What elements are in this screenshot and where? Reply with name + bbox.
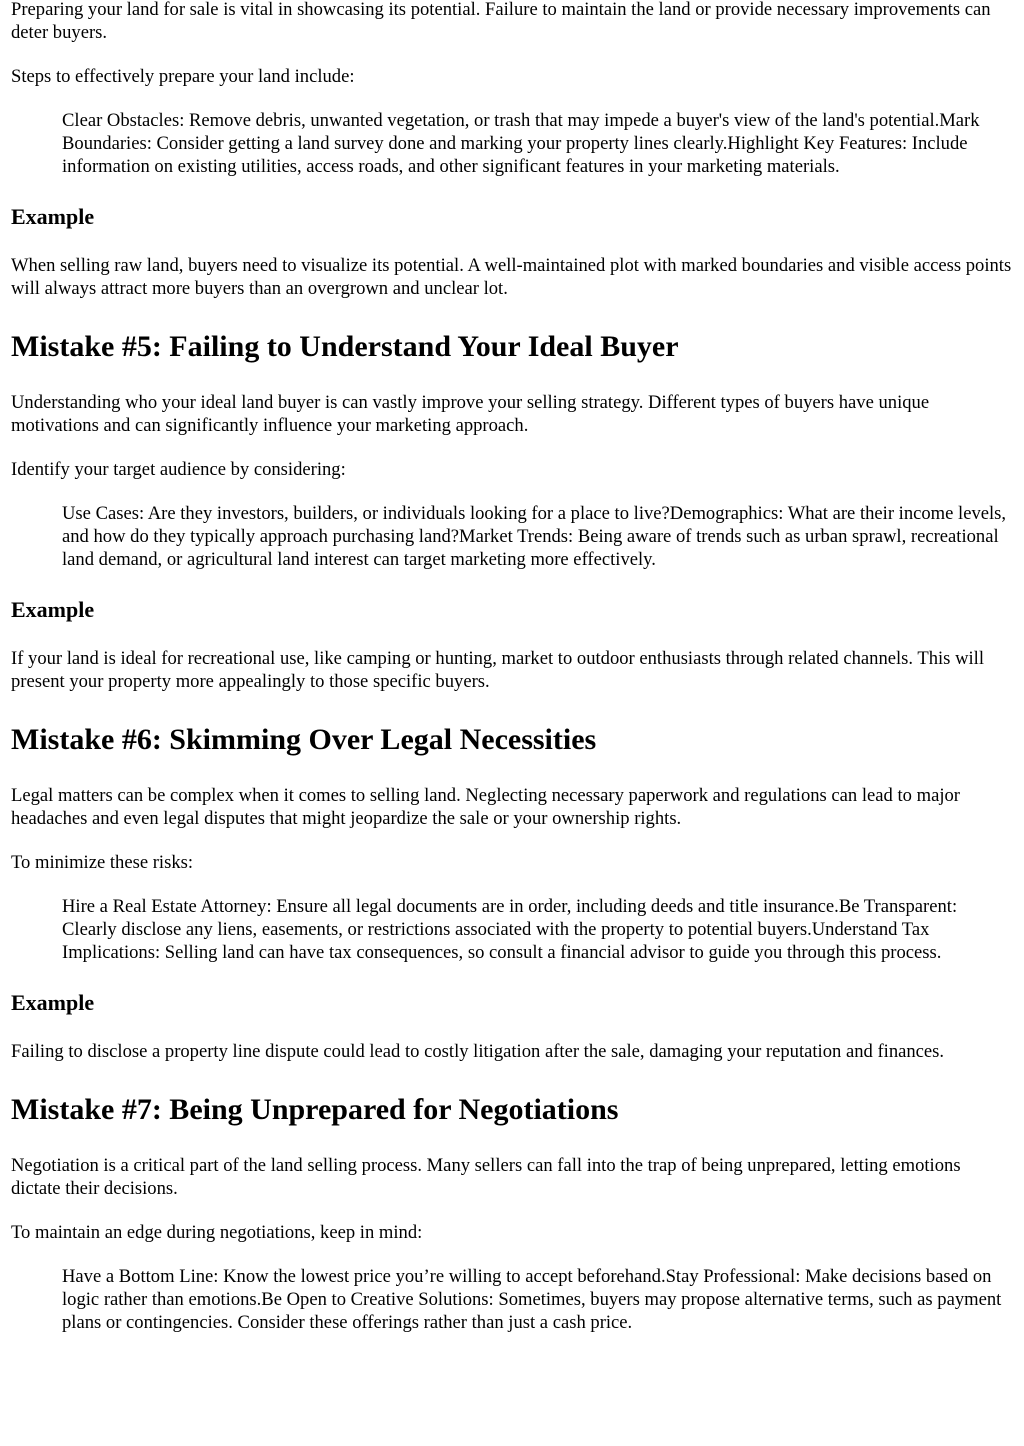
steps-lead: Steps to effectively prepare your land include:	[11, 66, 355, 87]
mistake-6-example-text: Failing to disclose a property line dispute could lead to costly litigation after the sale, damaging your reputation and finances.	[11, 1041, 945, 1062]
intro-paragraph: Preparing your land for sale is vital in showcasing its potential. Failure to maintain the land or provide necessary improvements can deter buyers.	[11, 0, 991, 43]
mistake-5-lead: Identify your target audience by considering:	[11, 459, 346, 480]
mistake-7-heading: Mistake #7: Being Unprepared for Negotiations	[11, 1093, 619, 1126]
mistake-6-heading: Mistake #6: Skimming Over Legal Necessities	[11, 723, 597, 756]
mistake-5-paragraph: Understanding who your ideal land buyer is can vastly improve your selling strategy. Different types of buyers have unique motivations and can significantly influence your marketing approach.	[11, 392, 930, 436]
mistake-5-example-text: If your land is ideal for recreational use, like camping or hunting, market to outdoor enthusiasts through related channels. This will present your property more appealingly to those specific buyers.	[11, 648, 984, 692]
mistake-7-lead: To maintain an edge during negotiations, keep in mind:	[11, 1222, 423, 1243]
mistake-6-block: Hire a Real Estate Attorney: Ensure all legal documents are in order, including deeds and title insurance.Be Transparent: Clearly disclose any liens, easements, or restrictions associated with the property to potential buyers.Understand Tax Implications: Selling land can have tax consequences, so consult a financial advisor to guide you through this process.	[62, 896, 958, 963]
example-text: When selling raw land, buyers need to visualize its potential. A well-maintained plot with marked boundaries and visible access points will always attract more buyers than an overgrown and unclear lot.	[11, 255, 1012, 299]
mistake-7-block: Have a Bottom Line: Know the lowest price you’re willing to accept beforehand.Stay Professional: Make decisions based on logic rather than emotions.Be Open to Creative Solutions: Sometimes, buyers may propose alternative terms, such as payment plans or contingencies. Consider these offerings rather than just a cash price.	[62, 1266, 1002, 1333]
steps-block: Clear Obstacles: Remove debris, unwanted vegetation, or trash that may impede a buyer's view of the land's potential.Mark Boundaries: Consider getting a land survey done and marking your property lines clearly.Highlight Key Features: Include information on existing utilities, access roads, and other significant features in your marketing materials.	[62, 110, 980, 177]
mistake-6-lead: To minimize these risks:	[11, 852, 194, 873]
example-heading: Example	[11, 204, 95, 229]
mistake-5-heading: Mistake #5: Failing to Understand Your Ideal Buyer	[11, 330, 679, 363]
mistake-5-block: Use Cases: Are they investors, builders, or individuals looking for a place to live?Demographics: What are their income levels, and how do they typically approach purchasing land?Market Trends: Being aware of trends such as urban sprawl, recreational land demand, or agricultural land interest can target marketing more effectively.	[62, 503, 1007, 570]
mistake-6-paragraph: Legal matters can be complex when it comes to selling land. Neglecting necessary paperwork and regulations can lead to major headaches and even legal disputes that might jeopardize the sale or your ownership rights.	[11, 785, 960, 829]
mistake-7-paragraph: Negotiation is a critical part of the land selling process. Many sellers can fall into the trap of being unprepared, letting emotions dictate their decisions.	[11, 1155, 961, 1199]
mistake-5-example-heading: Example	[11, 597, 95, 622]
mistake-6-example-heading: Example	[11, 990, 95, 1015]
